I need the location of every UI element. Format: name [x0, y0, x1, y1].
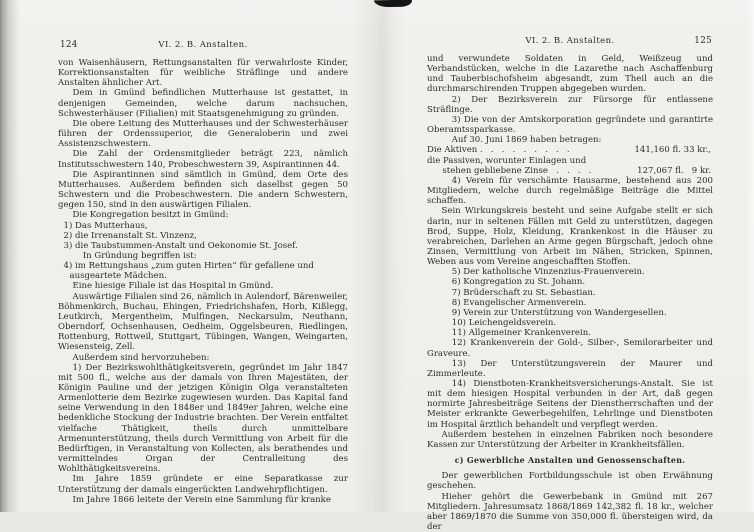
ledger-label: Die Aktiven . . . . . . . . . — [427, 145, 570, 156]
paragraph: 1) Der Bezirkswohlthätigkeitsverein, gegründet im Jahr 1847 mit 500 fl., welche aus der damals von Ihren Majestäten, der Königin Pauline und der jetzigen Königin Olga veranstalteten Armenlotterie dem Bezirke zugewiesen wurden. Das Kapital fand seine Verwendung in den 1848er und 1849er Jahren, welche eine bedenkliche Stockung der Industrie brachten. Der Verein entfaltet vielfache Thätigkeit, theils durch unmittelbare Armenunterstützung, theils durch Vermittlung von Arbeit für die Bedürftigen, in Veranstaltung von Kollecten, als berathendes und vermittelndes Organ der Centralleitung des Wohlthätigkeitsvereins. — [58, 362, 348, 475]
paragraph: Im Jahre 1866 leitete der Verein eine Sammlung für kranke — [72, 494, 331, 505]
right-page-edge-highlight — [746, 0, 754, 512]
paragraph: Außerdem sind hervorzuheben: — [72, 352, 210, 363]
page-number-right: 125 — [694, 36, 712, 46]
paragraph: Außerdem bestehen in einzelnen Fabriken noch besondere Kassen zur Unterstützung der Arbeiter in Krankheitsfällen. — [427, 429, 713, 450]
section-heading: c) Gewerbliche Anstalten und Genossenschaften. — [454, 456, 686, 466]
list-entry: 10) Leichengeldsverein. — [451, 318, 557, 329]
paragraph: die Passiven, worunter Einlagen und — [427, 155, 587, 166]
running-head-right: VI. 2. B. Anstalten. — [525, 36, 615, 46]
list-item: 2) die Irrenanstalt St. Vinzenz, — [63, 230, 197, 241]
paragraph: Die Zahl der Ordensmitglieder beträgt 223, nämlich Institutsschwestern 140, Probeschwestern 39, Aspirantinnen 44. — [58, 149, 348, 170]
list-entry: 11) Allgemeiner Krankenverein. — [451, 328, 591, 339]
paragraph: Die obere Leitung des Mutterhauses und der Schwesterhäuser führen der Ordenssuperior, die Generaloberin und zwei Assistenzschwestern. — [58, 118, 348, 150]
paragraph: Dem in Gmünd befindlichen Mutterhause ist gestattet, in denjenigen Gemeinden, welche darum nachsuchen, Schwesterhäuser (Filialien) mit Staatsgenehmigung zu gründen. — [58, 88, 348, 119]
page-left — [58, 40, 348, 505]
page-number-left: 124 — [60, 40, 78, 50]
list-entry: 12) Krankenverein der Gold-, Silber-, Semilorarbeiter und Graveure. — [427, 338, 713, 359]
page-body-left — [58, 58, 348, 505]
ledger-row — [427, 166, 713, 176]
list-entry: 3) Die von der Amtskorporation gegründete und garantirte Oberamtssparkasse. — [427, 114, 713, 136]
paragraph: Sein Wirkungskreis besteht und seine Aufgabe stellt er sich darin, nur in seltenen Fällen mit Geld zu unterstützen, dagegen Brod, Suppe, Holz, Kleidung, Krankenkost in die Häuser zu verabreichen, Darlehen an Arme gegen Bürgschaft, jedoch ohne Zinsen, Vermittlung von Arbeit im Nähen, Stricken, Spinnen, Weben aus vom Vereine angeschafften Stoffen. — [427, 206, 713, 268]
list-entry: 14) Dienstboten-Krankheitsversicherungs-Anstalt. Sie ist mit dem hiesigen Hospital verbunden in der Art, daß gegen normirte Jahresbeiträge Seitens der Dienstherrschaften und der Meister erkrankte Gewerbegehilfen, Lehrlinge und Dienstboten im Hospital ärztlich behandelt und verpflegt werden. — [427, 379, 713, 430]
list-entry: 5) Der katholische Vinzenzius-Frauenverein. — [451, 267, 645, 278]
list-entry: 9) Verein zur Unterstützung von Wandergesellen. — [451, 307, 667, 318]
list-entry: 7) Brüderschaft zu St. Sebastian. — [451, 287, 596, 298]
page-right — [427, 36, 713, 532]
paragraph: Die Aspirantinnen sind sämtlich in Gmünd, dem Orte des Mutterhauses. Außerdem befinden sich daselbst gegen 50 Schwestern und die Probeschwestern. Die andern Schwestern, gegen 150, sind in den auswärtigen Filialen. — [58, 169, 348, 211]
list-entry: 8) Evangelischer Armenverein. — [451, 297, 587, 308]
list-item: 4) im Rettungshaus „zum guten Hirten“ für gefallene und ausgeartete Mädchen. — [63, 261, 314, 282]
list-entry: Auf 30. Juni 1869 haben betragen: — [451, 135, 602, 146]
paragraph: Auswärtige Filialen sind 26, nämlich in Aulendorf, Bärenweiler, Böhmenkirch, Buchau, Ehingen, Friedrichshafen, Horb, Kißlegg, Leutkirch, Mergentheim, Mulfingen, Neckarsulm, Neuthann, Oberndorf, Ochsenhausen, Oedheim, Oggelsbeuren, Riedlingen, Rottenburg, Rottweil, Stuttgart, Tübingen, Wangen, Weingarten, Wiesensteig, Zell. — [58, 291, 348, 353]
list-entry: 6) Kongregation zu St. Johann. — [451, 277, 586, 288]
list-entry: 4) Verein für verschämte Hausarme, bestehend aus 200 Mitgliedern, welche durch regelmäßige Beiträge die Mittel schaffen. — [427, 175, 713, 207]
page-header-left — [58, 40, 348, 52]
list-item: 1) Das Mutterhaus, — [63, 220, 148, 231]
list-item: 3) die Taubstummen-Anstalt und Oekonomie St. Josef. — [63, 240, 298, 251]
page-body-right — [427, 54, 713, 532]
list-entry: 2) Der Bezirksverein zur Fürsorge für entlassene Sträflinge. — [427, 94, 713, 115]
book-gutter-shadow — [350, 0, 406, 512]
paragraph: von Waisenhäusern, Rettungsanstalten für verwahrloste Kinder, Korrektionsanstalten für weibliche Sträflinge und andere Anstalten ähnlicher Art. — [58, 58, 348, 89]
ledger-value: 141,160 fl. 33 kr., — [634, 145, 711, 156]
running-head-left: VI. 2. B. Anstalten. — [158, 40, 248, 50]
ledger-value: 127,067 fl. 9 kr. — [637, 165, 711, 176]
paragraph: Hieher gehört die Gewerbebank in Gmünd mit 267 Mitgliedern. Jahresumsatz 1868/1869 142,382 fl. 18 kr., welcher aber 1869/1870 die Summe von 350,000 fl. übersteigen wird, da der — [427, 491, 713, 532]
paragraph: Im Jahre 1859 gründete er eine Separatkasse zur Unterstützung der damals eingerückten Landwehrpflichtigen. — [58, 474, 348, 495]
paragraph: Der gewerblichen Fortbildungsschule ist oben Erwähnung geschehen. — [427, 471, 713, 492]
left-page-edge-shadow — [0, 0, 20, 512]
ledger-row — [427, 145, 713, 155]
ledger-label: stehen gebliebene Zinse . . . . — [442, 165, 592, 176]
paragraph: und verwundete Soldaten in Geld, Weißzeug und Verbandstücken, welche in die Lazarethe nach Aschaffenburg und Tauberbischofsheim abgesandt, zum Theil auch an die durchmarschirenden Truppen abgegeben wurden. — [427, 54, 713, 95]
page-header-right — [427, 36, 713, 48]
paragraph: Eine hiesige Filiale ist das Hospital in Gmünd. — [72, 281, 274, 292]
list-entry: 13) Der Unterstützungsverein der Maurer und Zimmerleute. — [427, 358, 713, 379]
list-entry: In Gründung begriffen ist: — [82, 250, 197, 261]
paragraph: Die Kongregation besitzt in Gmünd: — [72, 210, 229, 221]
